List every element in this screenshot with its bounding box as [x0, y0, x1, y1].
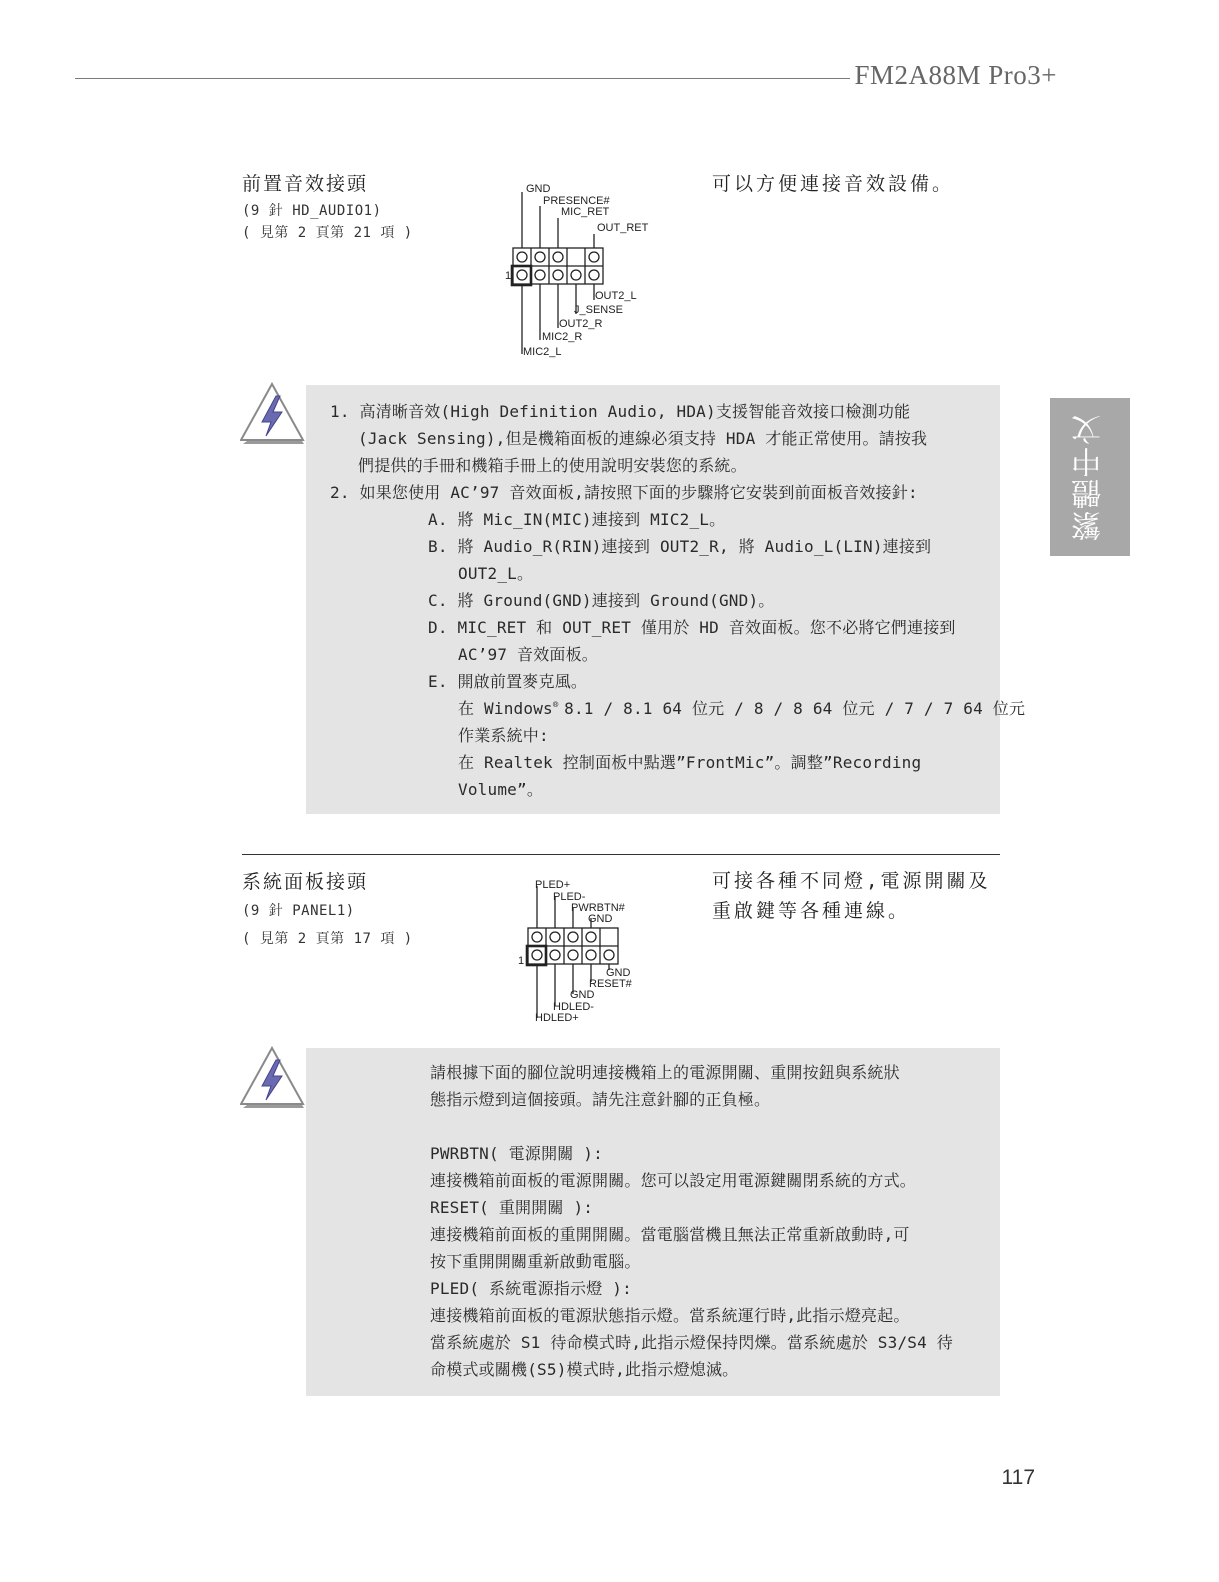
svg-text:MIC2_R: MIC2_R — [542, 331, 583, 343]
header-rule — [75, 78, 850, 79]
section-separator — [242, 854, 1000, 855]
language-tab — [1050, 398, 1130, 556]
svg-text:GND: GND — [526, 183, 551, 195]
svg-text:MIC_RET: MIC_RET — [561, 206, 610, 218]
svg-text:GND: GND — [570, 989, 595, 1001]
svg-text:OUT2_R: OUT2_R — [559, 318, 603, 330]
svg-text:MIC2_L: MIC2_L — [523, 346, 562, 358]
section-description-line-2: 重啟鍵等各種連線。 — [712, 900, 911, 922]
note-box-system-panel: 請根據下面的腳位說明連接機箱上的電源開關、重開按鈕與系統狀 態指示燈到這個接頭。請先注意針腳的正負極。 PWRBTN( 電源開關 ): 連接機箱前面板的電源開關。您可以設定用電源鍵關閉系統的方式。 RESET( 重開開關 ): 連接機箱前面板的重開開關。當電腦當機且無法正常重新啟動時,可 按下重開開關重新啟動電腦。 PLED( 系統電源指示燈 ): 連接機箱前面板的電源狀態指示燈。當系統運行時,此指示燈亮起。 當系統處於 S1 待命模式時,此指示燈保持閃爍。當系統處於 S3/S4 待 命模式或關機(S5)模式時,此指示燈熄滅。 — [306, 1048, 1000, 1396]
svg-text:PWRBTN#: PWRBTN# — [571, 902, 625, 914]
svg-text:GND: GND — [588, 913, 613, 925]
section-pins-label: (9 針 HD_AUDIO1) — [242, 203, 382, 219]
svg-text:OUT2_L: OUT2_L — [595, 290, 637, 302]
svg-text:HDLED-: HDLED- — [553, 1001, 594, 1013]
svg-text:HDLED+: HDLED+ — [535, 1012, 579, 1024]
svg-text:PLED+: PLED+ — [535, 879, 571, 891]
warning-icon — [240, 380, 306, 444]
section-page-ref: ( 見第 2 頁第 17 項 ) — [242, 931, 413, 947]
language-tab-label: 繁體中文 — [1072, 413, 1107, 541]
panel-pin-diagram — [510, 874, 650, 1026]
model-name: FM2A88M Pro3+ — [854, 60, 1057, 90]
svg-text:GND: GND — [606, 967, 631, 979]
hd-audio-pin-diagram — [500, 178, 660, 363]
section-pins-label: (9 針 PANEL1) — [242, 903, 355, 919]
section-title-system-panel: 系統面板接頭 — [242, 871, 369, 893]
note-box-hd-audio: 1. 高清晰音效(High Definition Audio, HDA)支援智能音效接口檢測功能 (Jack Sensing),但是機箱面板的連線必須支持 HDA 才能正常使用。請按我 們提供的手冊和機箱手冊上的使用說明安裝您的系統。 2. 如果您使用 AC’97 音效面板,請按照下面的步驟將它安裝到前面板音效接針: A. 將 Mic_IN(MIC)連接到 MIC2_L。 B. 將 Audio_R(RIN)連接到 OUT2_R, 將 Audio_L(LIN)連接到 OUT2_L。 C. 將 Ground(GND)連接到 Ground(GND)。 D. MIC_RET 和 OUT_RET 僅用於 HD 音效面板。您不必將它們連接到 AC’97 音效面板。 E. 開啟前置麥克風。 在 Windows® 8.1 / 8.1 64 位元 / 8 / 8 64 位元 / 7 / 7 64 位元 作業系統中: 在 Realtek 控制面板中點選”FrontMic”。調整”Recording Volume”。 — [306, 385, 1000, 814]
svg-text:RESET#: RESET# — [589, 978, 632, 990]
pin1-label: 1 — [505, 270, 512, 282]
section-page-ref: ( 見第 2 頁第 21 項 ) — [242, 225, 413, 241]
svg-text:OUT_RET: OUT_RET — [597, 222, 649, 234]
page-number: 117 — [1001, 1466, 1035, 1489]
section-description: 可以方便連接音效設備。 — [712, 173, 955, 195]
section-description-line-1: 可接各種不同燈,電源開關及 — [712, 870, 991, 892]
svg-text:PLED-: PLED- — [553, 891, 586, 903]
svg-text:J_SENSE: J_SENSE — [574, 304, 623, 316]
svg-text:1: 1 — [518, 955, 525, 967]
svg-text:PRESENCE#: PRESENCE# — [543, 195, 610, 207]
warning-icon — [240, 1044, 306, 1108]
section-title-front-audio: 前置音效接頭 — [242, 173, 369, 195]
